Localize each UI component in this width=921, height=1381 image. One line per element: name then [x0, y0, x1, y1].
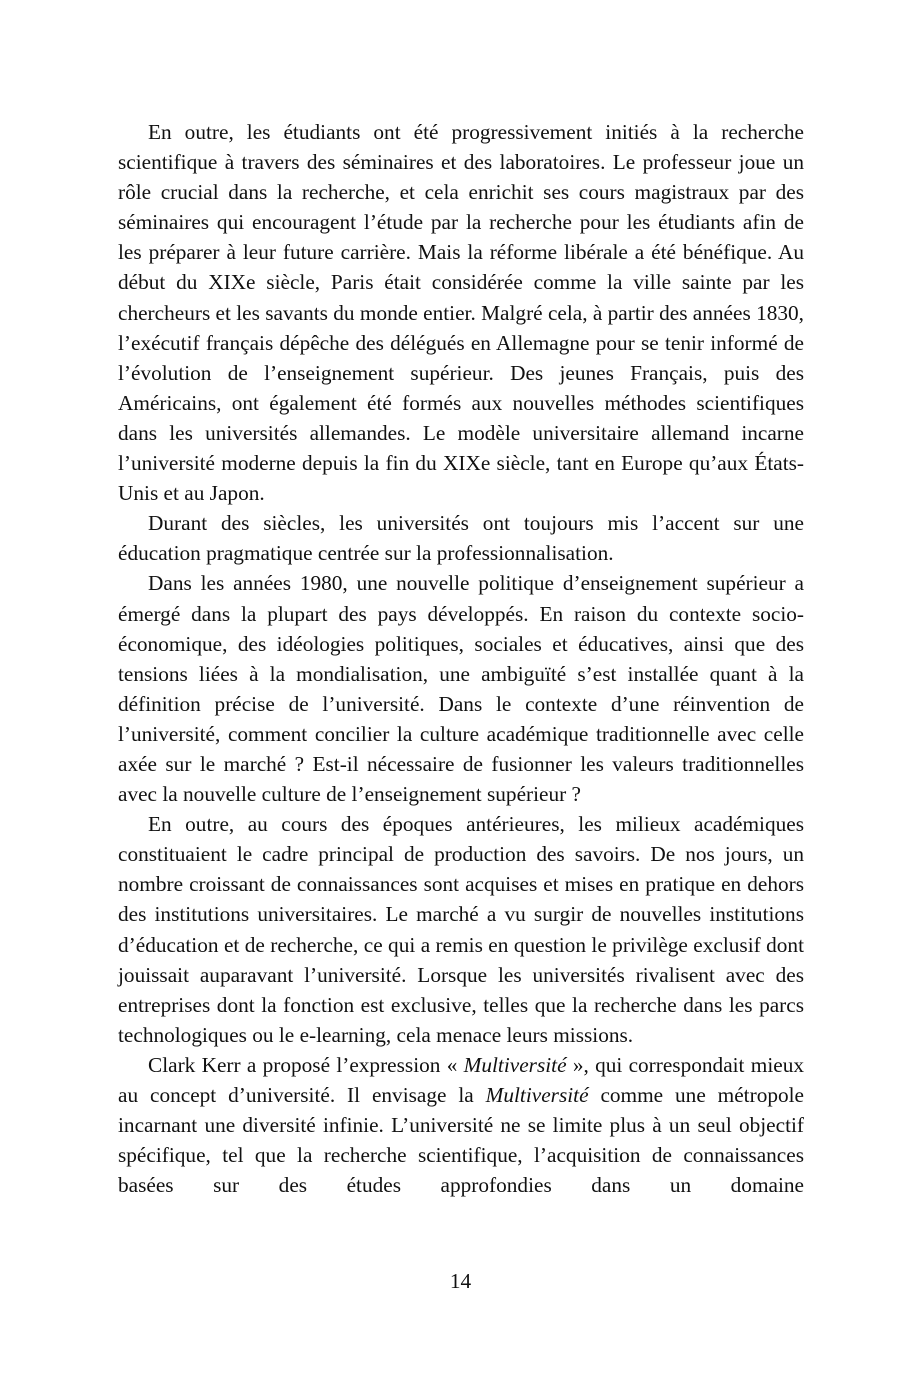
paragraph-5-text-3: comme une métropole incarnant une diversité infinie. L’université ne se limite plus à un seul objectif spécifique, tel que la recherche scientifique, l’acquisition de connaissances basées sur des études approfondies dans un domaine — [118, 1083, 805, 1198]
paragraph-5 — [118, 1050, 804, 1200]
paragraph-2: Durant des siècles, les universités ont toujours mis l’accent sur une éducation pragmatique centrée sur la professionnalisation. — [118, 511, 804, 566]
multiversite-term-2: Multiversité — [485, 1083, 589, 1107]
paragraph-1: En outre, les étudiants ont été progressivement initiés à la recherche scientifique à travers des séminaires et des laboratoires. Le professeur joue un rôle crucial dans la recherche, et cela enrichit ses cours magistraux par des séminaires qui encouragent l’étude par la recherche pour les étudiants afin de les préparer à leur future carrière. Mais la réforme libérale a été bénéfique. Au début du XIXe siècle, Paris était considérée comme la ville sainte par les chercheurs et les savants du monde entier. Malgré cela, à partir des années 1830, l’exécutif français dépêche des délégués en Allemagne pour se tenir informé de l’évolution de l’enseignement supérieur. Des jeunes Français, puis des Américains, ont également été formés aux nouvelles méthodes scientifiques dans les universités allemandes. Le modèle universitaire allemand incarne l’université moderne depuis la fin du XIXe siècle, tant en Europe qu’aux États-Unis et au Japon. — [118, 120, 804, 506]
paragraph-5-text-2: », qui correspondait mieux au concept d’université. Il envisage la — [118, 1052, 804, 1107]
page-number: 14 — [449, 1269, 472, 1293]
paragraph-5-text-1: Clark Kerr a proposé l’expression « — [148, 1052, 464, 1077]
page-body — [118, 117, 804, 1200]
paragraph-4: En outre, au cours des époques antérieures, les milieux académiques constituaient le cadre principal de production des savoirs. De nos jours, un nombre croissant de connaissances sont acquises et mises en pratique en dehors des institutions universitaires. Le marché a vu surgir de nouvelles institutions d’éducation et de recherche, ce qui a remis en question le privilège exclusif dont jouissait auparavant l’université. Lorsque les universités rivalisent avec des entreprises dont la fonction est exclusive, telles que la recherche dans les parcs technologiques ou le e-learning, cela menace leurs missions. — [118, 812, 804, 1047]
paragraph-3: Dans les années 1980, une nouvelle politique d’enseignement supérieur a émergé dans la plupart des pays développés. En raison du contexte socio-économique, des idéologies politiques, sociales et éducatives, ainsi que des tensions liées à la mondialisation, une ambiguïté s’est installée quant à la définition précise de l’université. Dans le contexte d’une réinvention de l’université, comment concilier la culture académique traditionnelle avec celle axée sur le marché ? Est-il nécessaire de fusionner les valeurs traditionnelles avec la nouvelle culture de l’enseignement supérieur ? — [118, 571, 804, 807]
multiversite-term-1: Multiversité — [463, 1052, 567, 1077]
